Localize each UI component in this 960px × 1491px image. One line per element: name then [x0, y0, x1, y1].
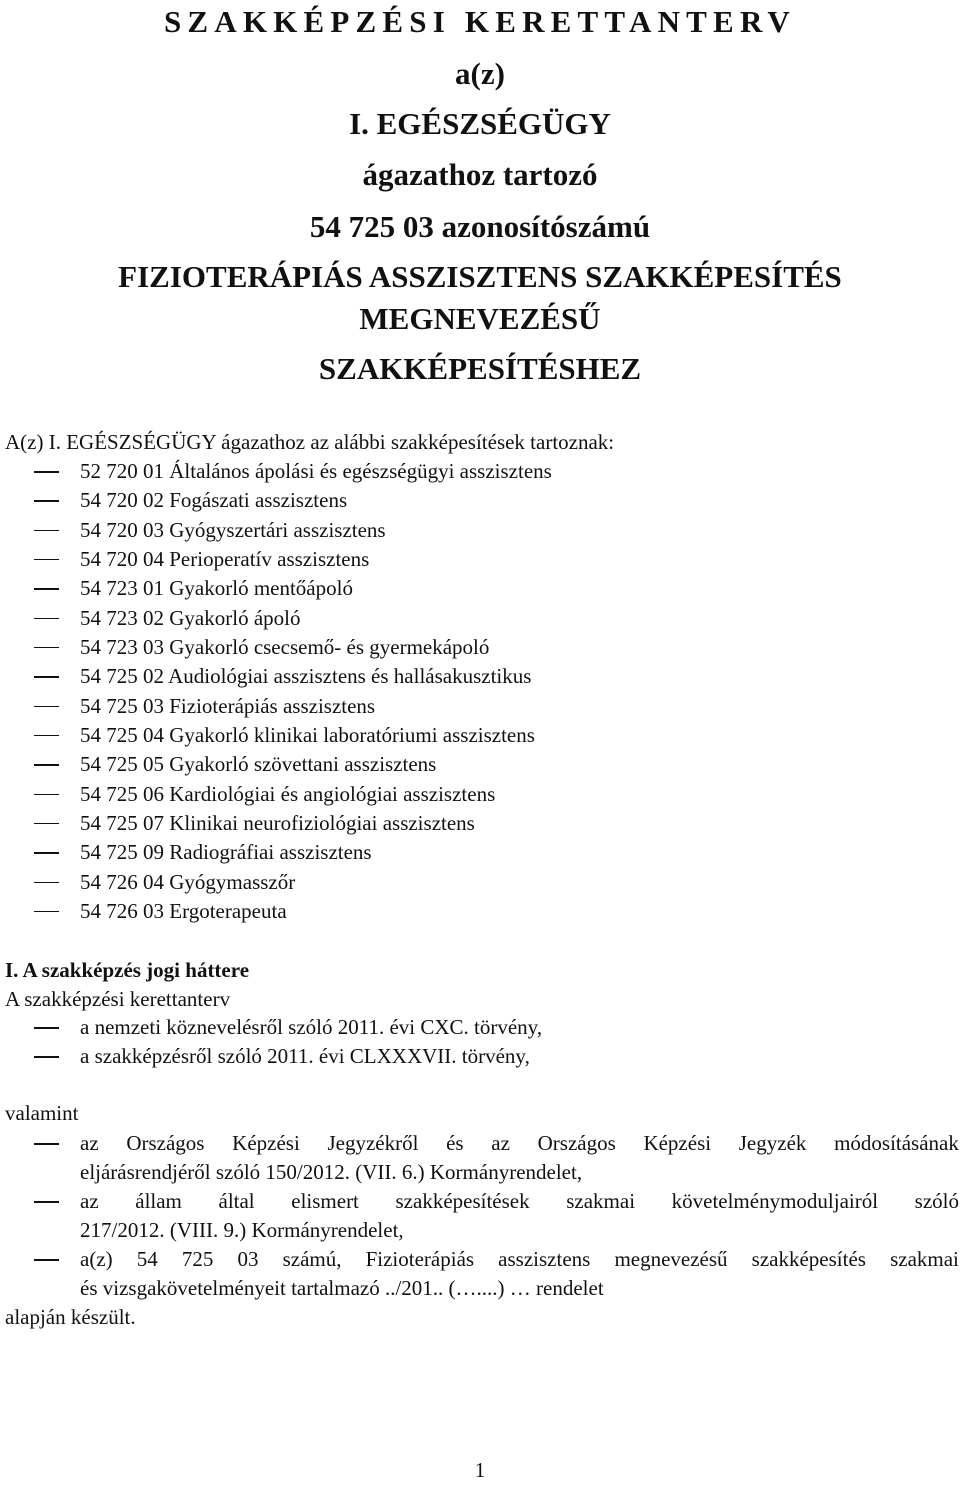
word: 725 — [181, 1247, 214, 1271]
word: megnevezésű — [614, 1247, 728, 1271]
word: által — [218, 1189, 255, 1213]
dash-bullet — [34, 706, 59, 708]
list-item — [0, 780, 960, 809]
list-item — [0, 545, 960, 574]
list-item-text: 54 723 02 Gyakorló ápoló — [80, 605, 301, 630]
list-item — [0, 486, 960, 515]
word: és — [446, 1131, 464, 1155]
word: szakképesítések — [395, 1189, 530, 1213]
qualification-list — [0, 457, 960, 926]
list-item-text: 54 725 06 Kardiológiai és angiológiai asszisztens — [80, 781, 496, 806]
list-item-text: 54 723 01 Gyakorló mentőápoló — [80, 576, 353, 601]
word: az — [80, 1189, 99, 1213]
valamint-text: valamint — [5, 1101, 79, 1125]
justified-words — [80, 1245, 959, 1274]
word: szakképesítés — [751, 1247, 866, 1271]
regulation-line: eljárásrendjéről szóló 150/2012. (VII. 6.) Kormányrendelet, — [80, 1160, 583, 1184]
word: az — [491, 1131, 510, 1155]
dash-bullet — [34, 500, 59, 502]
law-item-text: a nemzeti köznevelésről szóló 2011. évi CXC. törvény, — [80, 1015, 543, 1039]
regulation-line: 217/2012. (VIII. 9.) Kormányrendelet, — [80, 1218, 404, 1242]
regulation-line — [80, 1129, 959, 1158]
list-item — [0, 574, 960, 603]
word: szóló — [914, 1189, 959, 1213]
list-item — [0, 750, 960, 779]
list-item — [0, 838, 960, 867]
dash-bullet — [34, 1056, 59, 1058]
law-item-text: a szakképzésről szóló 2011. évi CLXXXVII. törvény, — [80, 1044, 530, 1068]
list-item-text: 54 725 05 Gyakorló szövettani asszisztens — [80, 752, 437, 777]
word: követelménymoduljairól — [671, 1189, 879, 1213]
page-number: 1 — [474, 1458, 486, 1482]
dash-bullet — [34, 676, 59, 678]
title-line-sector: I. EGÉSZSÉGÜGY — [349, 106, 611, 141]
list-item-text: 54 725 09 Radiográfiai asszisztens — [80, 840, 372, 865]
list-item — [0, 809, 960, 838]
dash-bullet — [34, 647, 59, 649]
dash-bullet — [34, 1143, 59, 1145]
regulation-line: és vizsgakövetelményeit tartalmazó ../201.. (…....) … rendelet — [80, 1276, 604, 1300]
list-item — [0, 457, 960, 486]
list-item-text: 54 720 04 Perioperatív asszisztens — [80, 546, 370, 571]
legal-intro: A szakképzési kerettanterv — [5, 987, 231, 1011]
word: állam — [135, 1189, 182, 1213]
list-item-text: 54 725 03 Fizioterápiás asszisztens — [80, 693, 376, 718]
dash-bullet — [34, 882, 59, 884]
dash-bullet — [34, 618, 59, 620]
list-item-text: 54 725 07 Klinikai neurofiziológiai asszisztens — [80, 810, 475, 835]
title-line-qualification: FIZIOTERÁPIÁS ASSZISZTENS SZAKKÉPESÍTÉS — [118, 259, 842, 294]
word: elismert — [291, 1189, 359, 1213]
dash-bullet — [34, 1259, 59, 1261]
dash-bullet — [34, 852, 59, 854]
document-title: SZAKKÉPZÉSI KERETTANTERV — [163, 4, 797, 39]
title-line-belongs: ágazathoz tartozó — [362, 157, 598, 192]
word: asszisztens — [498, 1247, 591, 1271]
word: Országos — [537, 1131, 616, 1155]
list-item — [0, 897, 960, 926]
list-item-text: 54 720 03 Gyógyszertári asszisztens — [80, 517, 386, 542]
list-item-text: 54 726 03 Ergoterapeuta — [80, 898, 287, 923]
dash-bullet — [34, 1027, 59, 1029]
title-line-named: MEGNEVEZÉSŰ — [359, 301, 601, 336]
closing-text: alapján készült. — [5, 1305, 136, 1329]
word: módosításának — [834, 1131, 959, 1155]
word: a(z) — [80, 1247, 113, 1271]
list-item-text: 54 725 04 Gyakorló klinikai laboratóriumi asszisztens — [80, 722, 535, 747]
intro-text: A(z) I. EGÉSZSÉGÜGY ágazathoz az alábbi szakképesítések tartoznak: — [5, 430, 615, 454]
list-item — [0, 868, 960, 897]
list-item — [0, 721, 960, 750]
list-item — [0, 662, 960, 691]
justified-words — [80, 1129, 959, 1158]
regulation-line — [80, 1187, 959, 1216]
dash-bullet — [34, 735, 59, 737]
word: szakmai — [890, 1247, 959, 1271]
dash-bullet — [34, 794, 59, 796]
list-item-text: 54 720 02 Fogászati asszisztens — [80, 488, 348, 513]
word: Országos — [126, 1131, 205, 1155]
word: Jegyzék — [738, 1131, 807, 1155]
dash-bullet — [34, 588, 59, 590]
list-item — [0, 633, 960, 662]
dash-bullet — [34, 764, 59, 766]
list-item-text: 54 725 02 Audiológiai asszisztens és hallásakusztikus — [80, 664, 532, 689]
word: Fizioterápiás — [365, 1247, 475, 1271]
word: az — [80, 1131, 99, 1155]
title-line-id: 54 725 03 azonosítószámú — [309, 209, 651, 244]
word: 54 — [136, 1247, 158, 1271]
word: számú, — [282, 1247, 342, 1271]
regulation-line — [80, 1245, 959, 1274]
word: szakmai — [566, 1189, 636, 1213]
word: 03 — [237, 1247, 259, 1271]
list-item — [0, 692, 960, 721]
word: Képzési — [232, 1131, 300, 1155]
list-item-text: 54 726 04 Gyógymasszőr — [80, 869, 296, 894]
justified-words — [80, 1187, 959, 1216]
dash-bullet — [34, 1201, 59, 1203]
dash-bullet — [34, 559, 59, 561]
list-item-text: 54 723 03 Gyakorló csecsemő- és gyermekápoló — [80, 634, 490, 659]
title-line-for: SZAKKÉPESÍTÉSHEZ — [318, 351, 642, 386]
word: Jegyzékről — [327, 1131, 419, 1155]
dash-bullet — [34, 471, 59, 473]
dash-bullet — [34, 823, 59, 825]
word: Képzési — [643, 1131, 712, 1155]
dash-bullet — [34, 911, 59, 913]
section-heading: I. A szakképzés jogi háttere — [5, 958, 250, 982]
dash-bullet — [34, 530, 59, 532]
list-item — [0, 604, 960, 633]
title-line-az: a(z) — [455, 56, 505, 91]
list-item-text: 52 720 01 Általános ápolási és egészségügyi asszisztens — [80, 459, 552, 483]
list-item — [0, 516, 960, 545]
